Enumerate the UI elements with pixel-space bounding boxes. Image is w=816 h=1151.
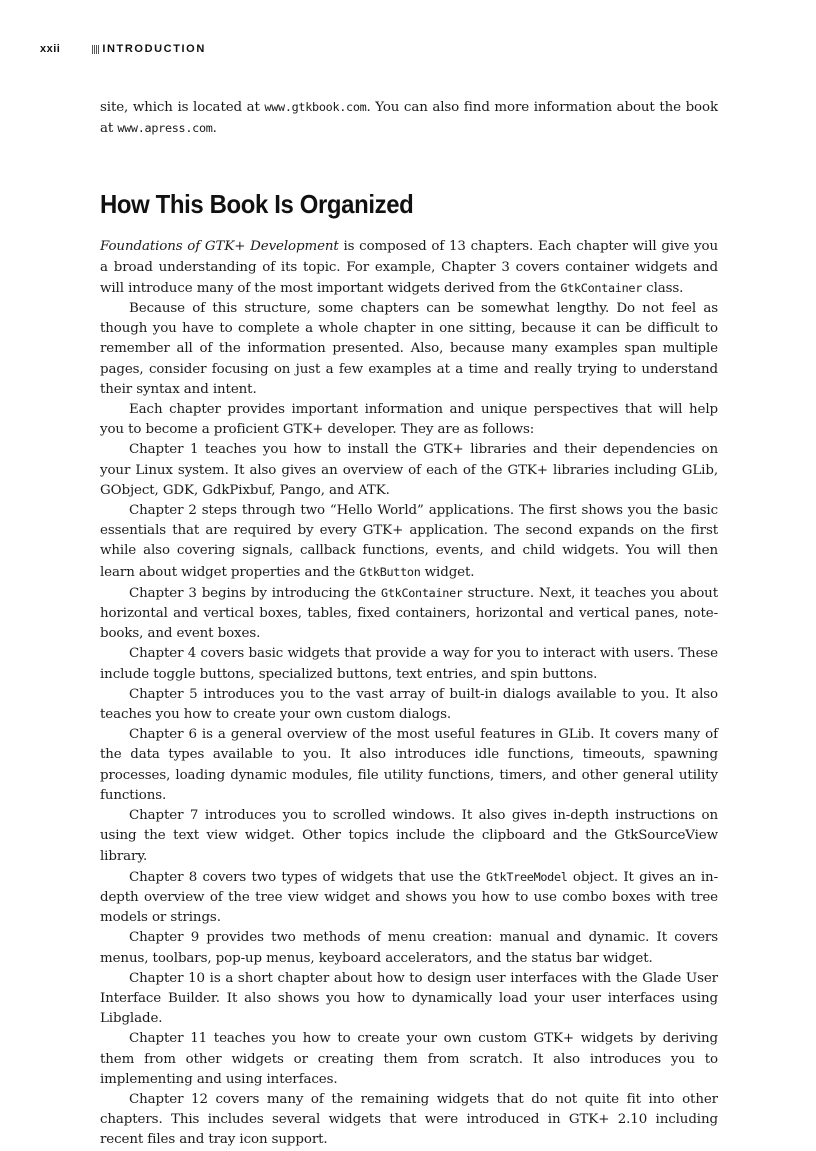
code-gtktreemodel: GtkTreeModel xyxy=(485,869,568,884)
chapter-8-text-1: Chapter 8 covers two types of widgets that use the xyxy=(129,869,486,885)
chapter-11-summary: Chapter 11 teaches you how to create your own custom GTK+ widgets by deriving them from other widgets or creating them from scratch. It also introduces you to implementing and using interfaces. xyxy=(100,1031,718,1087)
chapter-6-summary: Chapter 6 is a general overview of the most useful features in GLib. It covers many of the data types available to you. It also introduces idle functions, timeouts, spawning processes, loading dynamic modules, file utility functions, timers, and other general utility functions. xyxy=(100,727,718,803)
code-gtkbutton: GtkButton xyxy=(359,564,421,579)
structure-paragraph: Because of this structure, some chapters can be somewhat lengthy. Do not feel as though you have to complete a whole chapter in one sitting, because it can be difficult to remember all of the information presented. Also, because many examples span multiple pages, consider focusing on just a few examples at a time and really trying to understand their syntax and intent. xyxy=(100,301,718,397)
code-gtkcontainer: GtkContainer xyxy=(560,280,643,295)
book-title: Foundations of GTK+ Development xyxy=(100,239,339,255)
apress-url: www.apress.com xyxy=(117,121,213,136)
organization-text-2: class. xyxy=(642,280,684,296)
chapter-2-text-1: Chapter 2 steps through two “Hello World” applications. The first shows you the basic essentials that are required by every GTK+ application. The second expands on the first while also covering signals, callback functions, events, and child widgets. You will then learn about widget properties and the xyxy=(100,503,718,580)
running-head xyxy=(40,43,206,55)
chapter-3-text-2: structure. Next, it teaches you about horizontal and vertical boxes, tables, fixed containers, horizontal and vertical panes, note-books, and event boxes. xyxy=(100,585,718,642)
page-number: xxii xyxy=(40,43,61,55)
intro-paragraph xyxy=(100,97,718,139)
chapter-8-text-2: object. It gives an in-depth overview of the tree view widget and shows you how to use combo boxes with tree models or strings. xyxy=(100,869,718,926)
page-body xyxy=(100,97,718,1151)
intro-text-2: . You can also find more information about the book at xyxy=(100,100,718,137)
chapter-9-summary: Chapter 9 provides two methods of menu creation: manual and dynamic. It covers menus, toolbars, pop-up menus, keyboard accelerators, and the status bar widget. xyxy=(100,930,718,966)
chapter-12-summary: Chapter 12 covers many of the remaining widgets that do not quite fit into other chapters. This includes several widgets that were introduced in GTK+ 2.10 including recent files and tray icon support. xyxy=(100,1091,718,1148)
chapter-2-summary xyxy=(100,501,718,583)
chapter-5-summary: Chapter 5 introduces you to the vast array of built-in dialogs available to you. It also teaches you how to create your own custom dialogs. xyxy=(100,686,718,723)
intro-text-1: site, which is located at xyxy=(100,100,265,115)
chapter-7-summary: Chapter 7 introduces you to scrolled windows. It also gives in-depth instructions on using the text view widget. Other topics include the clipboard and the GtkSourceView library. xyxy=(100,808,718,864)
header-rule-icon xyxy=(92,45,99,54)
chapter-1-summary: Chapter 1 teaches you how to install the GTK+ libraries and their dependencies on your Linux system. It also gives an overview of each of the GTK+ libraries including GLib, GObject, GDK, GdkPixbuf, Pango, and ATK. xyxy=(100,442,718,498)
chapter-2-text-2: widget. xyxy=(420,564,475,580)
chapter-10-summary: Chapter 10 is a short chapter about how to design user interfaces with the Glade User Interface Builder. It also shows you how to dynamically load your user interfaces using Libglade. xyxy=(100,970,718,1027)
organization-paragraph xyxy=(100,237,718,299)
chapter-8-summary xyxy=(100,867,718,929)
chapters-intro-paragraph: Each chapter provides important information and unique perspectives that will help you to become a proficient GTK+ developer. They are as follows: xyxy=(100,402,718,438)
chapter-3-text-1: Chapter 3 begins by introducing the xyxy=(129,585,382,601)
chapter-4-summary: Chapter 4 covers basic widgets that provide a way for you to interact with users. These include toggle buttons, specialized buttons, text entries, and spin buttons. xyxy=(100,646,718,682)
chapter-title: INTRODUCTION xyxy=(102,43,206,55)
organization-text-1: is composed of 13 chapters. Each chapter will give you a broad understanding of its topic. For example, Chapter 3 covers container widgets and will introduce many of the most important widgets derived from the xyxy=(100,239,718,296)
section-heading: How This Book Is Organized xyxy=(100,189,414,220)
code-gtkcontainer-2: GtkContainer xyxy=(381,585,463,600)
intro-text-3: . xyxy=(212,121,217,137)
chapter-3-summary xyxy=(100,583,718,645)
gtkbook-url: www.gtkbook.com xyxy=(264,100,367,114)
